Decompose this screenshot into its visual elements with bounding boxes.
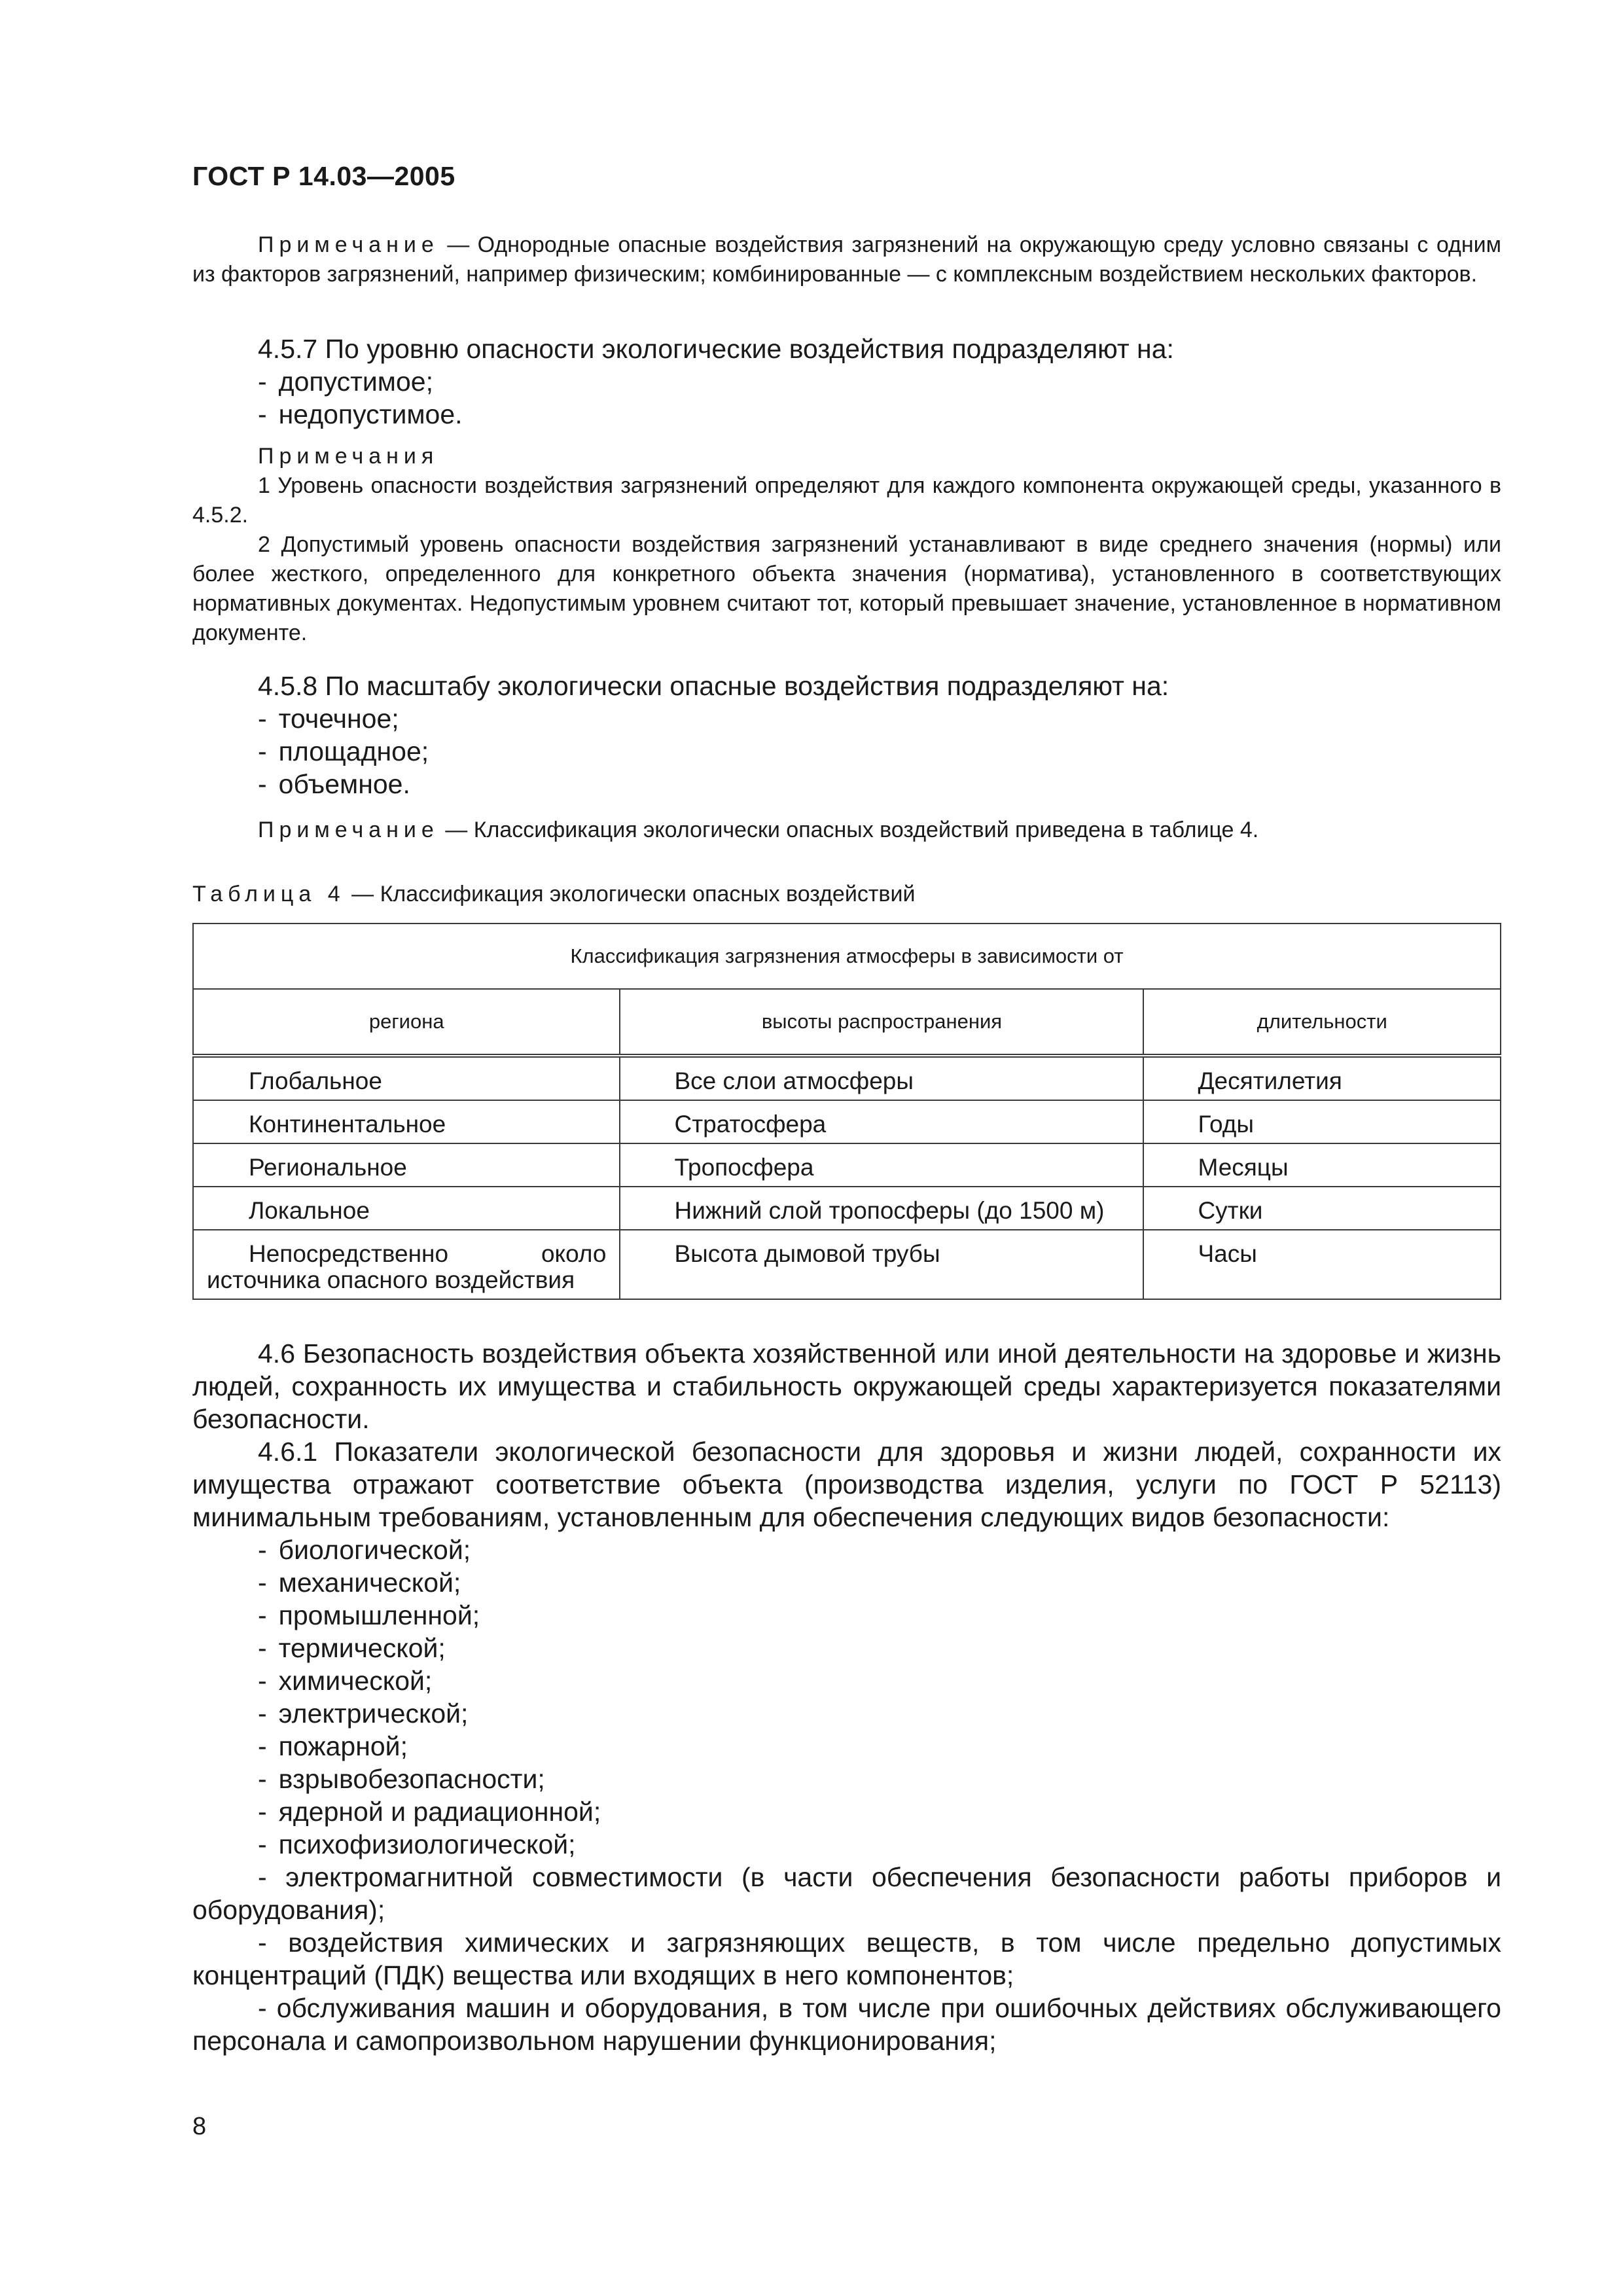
table-row (193, 1056, 1501, 1100)
note-1 (192, 230, 1501, 289)
table-row (193, 1230, 1501, 1299)
notes-label: Примечания (258, 444, 439, 469)
list-item: - электромагнитной совместимости (в части обеспечения безопасности работы приборов и оборудования); (192, 1862, 1501, 1925)
list-item: - допустимое; (258, 367, 433, 397)
table-cell: Стратосфера (620, 1100, 1143, 1143)
table-cell: Нижний слой тропосферы (до 1500 м) (620, 1187, 1143, 1230)
table-cell: Сутки (1143, 1187, 1501, 1230)
section-4-6 (192, 1337, 1501, 2057)
list-item: - биологической; (258, 1535, 471, 1565)
table-cell: Годы (1143, 1100, 1501, 1143)
list-item: - недопустимое. (258, 399, 463, 429)
table-caption-text: — Классификация экологически опасных воздействий (345, 882, 916, 906)
column-header: длительности (1143, 989, 1501, 1056)
paragraph: 4.6 Безопасность воздействия объекта хозяйственной или иной деятельности на здоровье и жизнь людей, сохранность их имущества и стабильность окружающей среды характеризуется показателями безопасности. (192, 1338, 1501, 1434)
note-3 (192, 816, 1501, 845)
note-text: — Классификация экологически опасных воздействий приведена в таблице 4. (438, 817, 1259, 842)
section-4-5-7 (192, 332, 1501, 431)
list-item: - взрывобезопасности; (258, 1764, 545, 1794)
classification-table (192, 923, 1501, 1300)
list-item: - химической; (258, 1666, 433, 1696)
list-item: - обслуживания машин и оборудования, в том числе при ошибочных действиях обслуживающего персонала и самопроизвольном нарушении функционирования; (192, 1993, 1501, 2056)
table-cell: Высота дымовой трубы (620, 1230, 1143, 1299)
note-label: Примечание (258, 232, 439, 257)
table-row (193, 1143, 1501, 1187)
list-item: - механической; (258, 1568, 461, 1598)
list-item: - термической; (258, 1633, 446, 1663)
table-cell: Континентальное (193, 1100, 620, 1143)
table-cell: Часы (1143, 1230, 1501, 1299)
table-cell: Глобальное (193, 1056, 620, 1100)
table-row (193, 1187, 1501, 1230)
page-number: 8 (192, 2113, 207, 2140)
note-item: 1 Уровень опасности воздействия загрязнений определяют для каждого компонента окружающей среды, указанного в 4.5.2. (192, 473, 1501, 528)
list-item: - площадное; (258, 736, 429, 766)
section-4-5-8 (192, 670, 1501, 800)
table-cell: Локальное (193, 1187, 620, 1230)
section-heading: 4.5.7 По уровню опасности экологические воздействия подразделяют на: (258, 334, 1174, 364)
list-item: - электрической; (258, 1698, 469, 1729)
table-row (193, 1100, 1501, 1143)
list-item: - промышленной; (258, 1600, 480, 1630)
list-item: - ядерной и радиационной; (258, 1797, 601, 1827)
paragraph: 4.6.1 Показатели экологической безопасности для здоровья и жизни людей, сохранности их имущества отражают соответствие объекта (производства изделия, услуги по ГОСТ Р 52113) минимальным требованиям, установленным для обеспечения следующих видов безопасности: (192, 1437, 1501, 1532)
note-item: 2 Допустимый уровень опасности воздействия загрязнений устанавливают в виде среднего значения (нормы) или более жесткого, определенного для конкретного объекта значения (норматива), установленного в соответствующих нормативных документах. Недопустимым уровнем считают тот, который превышает значение, установленное в нормативном документе. (192, 532, 1501, 645)
table-cell: Непосредственно около источника опасного воздействия (193, 1230, 620, 1299)
list-item: - воздействия химических и загрязняющих веществ, в том числе предельно допустимых концентраций (ПДК) вещества или входящих в него компонентов; (192, 1928, 1501, 1990)
notes-block (192, 442, 1501, 648)
table-cell: Десятилетия (1143, 1056, 1501, 1100)
table-cell: Все слои атмосферы (620, 1056, 1143, 1100)
list-item: - точечное; (258, 704, 399, 734)
list-item: - пожарной; (258, 1731, 408, 1761)
table-cell: Месяцы (1143, 1143, 1501, 1187)
section-heading: 4.5.8 По масштабу экологически опасные воздействия подразделяют на: (258, 671, 1169, 701)
table-cell: Тропосфера (620, 1143, 1143, 1187)
column-header: региона (193, 989, 620, 1056)
table-caption-label: Таблица 4 (192, 882, 346, 906)
table-cell: Региональное (193, 1143, 620, 1187)
table-group-header: Классификация загрязнения атмосферы в зависимости от (193, 924, 1501, 989)
note-text: — Однородные опасные воздействия загрязнений на окружающую среду условно связаны с одним из факторов загрязнений, например физическим; комбинированные — с комплексным воздействием нескольких факторов. (192, 232, 1501, 287)
list-item: - психофизиологической; (258, 1829, 576, 1859)
document-header: ГОСТ Р 14.03—2005 (192, 161, 455, 191)
note-label: Примечание (258, 817, 439, 842)
table-caption (192, 882, 915, 907)
column-header: высоты распространения (620, 989, 1143, 1056)
list-item: - объемное. (258, 769, 410, 799)
